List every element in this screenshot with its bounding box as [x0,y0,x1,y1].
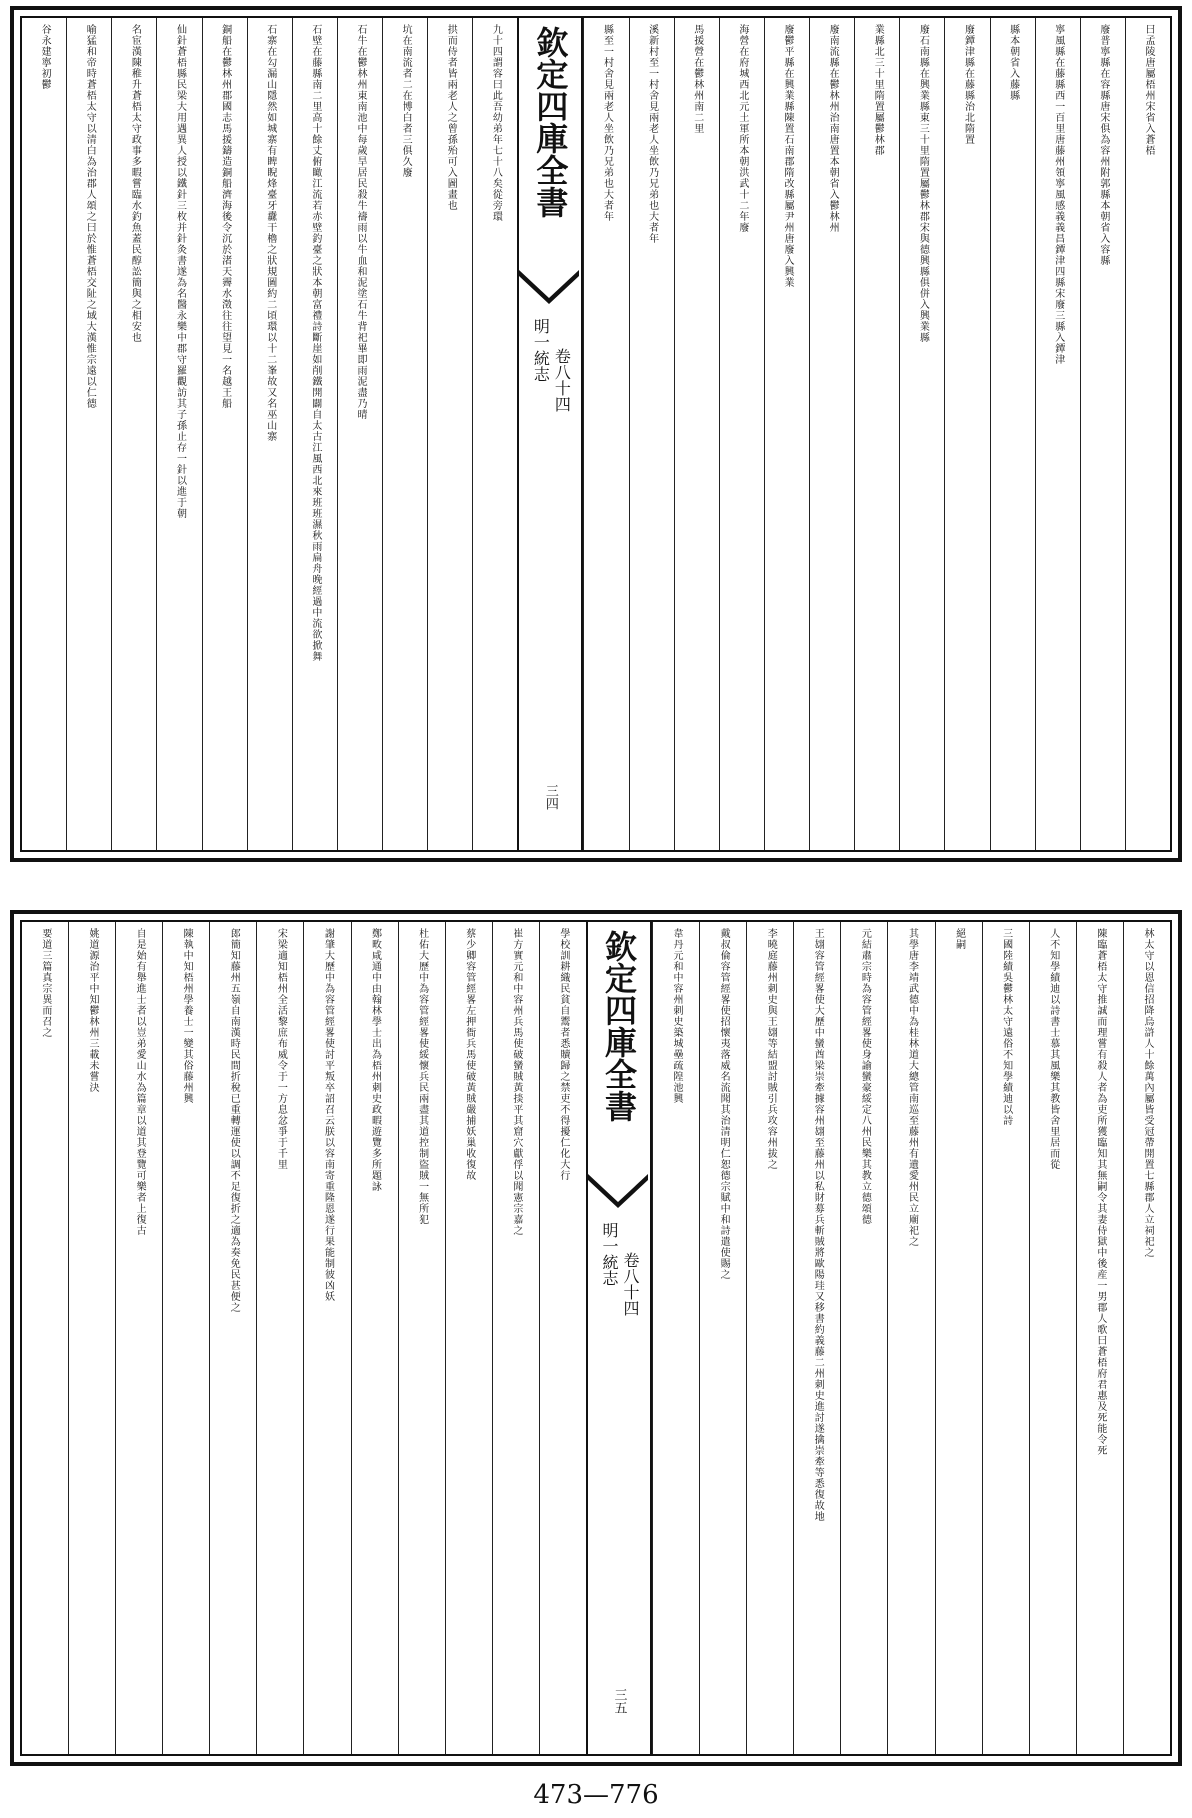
bottom-column [699,922,746,1754]
fish-tail-mark-icon [519,268,579,304]
bottom-column [982,922,1029,1754]
top-column-text: 曰孟陵唐屬梧州宋省入蒼梧 [1142,24,1154,156]
bottom-column [115,922,162,1754]
bottom-column-text: 戴叔倫容管經畧使招懷夷落威名流聞其治清明仁恕德宗賦中和詩遣使賜之 [718,928,730,1280]
top-column-text: 縣本朝省入藤縣 [1007,24,1019,101]
bottom-column [1076,922,1123,1754]
top-page-frame [20,16,1172,852]
top-column-text: 業縣北三十里隋置屬鬱林郡 [872,24,884,156]
bottom-column [539,922,586,1754]
top-column-text: 廢石南縣在興業縣東三十里隋置屬鬱林郡宋與德興縣俱併入興業縣 [917,24,929,343]
bottom-column-text: 杜佑大歷中為容管經畧使綏懷兵民兩盡其道控制盜賊一無所犯 [416,928,428,1225]
top-column [944,18,989,850]
top-column-text: 廢普寧縣在容縣唐宋俱為容州附郭縣本朝省入容縣 [1097,24,1109,266]
top-column [202,18,247,850]
folio-number: 三四 [542,784,558,810]
bottom-column-text: 韋丹元和中容州刺史築城壘疏隍池興 [671,928,683,1104]
top-column-text: 喻猛和帝時蒼梧太守以清白為治郡人頌之曰於惟蒼梧交阯之域大漢惟宗遠以仁德 [84,24,96,409]
bottom-page-columns [22,922,1170,1754]
spine-juan: 卷八十四 [552,348,572,412]
top-column-text: 溪新村至一村舍見兩老人坐飲乃兄弟也大者年 [646,24,658,244]
top-column-text: 寧風縣在藤縣西一百里唐藤州領寧風感義義昌鐔津四縣宋廢三縣入鐔津 [1052,24,1064,365]
top-column-text: 廢鐔津縣在藤縣治北隋置 [962,24,974,145]
top-column [854,18,899,850]
bottom-column [445,922,492,1754]
bottom-column [1123,922,1170,1754]
spine-subtitle: 明一統志 [531,318,551,382]
top-column [583,18,628,850]
top-column-text: 名宦漢陳稚升蒼梧太守政事多暇嘗臨水釣魚蓋民醇訟簡與之相安也 [129,24,141,343]
bottom-column-text: 自是始有舉進士者以豈弟愛山水為篇章以道其登覽可樂者上復古 [134,928,146,1236]
top-page-columns [22,18,1170,850]
bottom-column-text: 李曉庭藤州刺史與王翃等結盟討賊引兵攻容州拔之 [765,928,777,1170]
top-column [156,18,201,850]
bottom-column-text: 王翃容管經畧使大歷中蠻酋梁崇牽據容州翃至藤州以私財募兵斬賊將歐陽珪又移書約義藤二州刺史進討遂擒崇牽等悉復故地 [812,928,824,1522]
bottom-column-text: 要道三篇真宗異而召之 [39,928,51,1038]
bottom-column [398,922,445,1754]
top-column [1035,18,1080,850]
top-column [22,18,66,850]
top-column-text: 九十四謂容曰此吾幼弟年七十八矣從旁環 [490,24,502,222]
page-number: 473—776 [533,1780,659,1810]
fish-tail-mark-icon [588,1172,648,1208]
top-column [111,18,156,850]
top-column-text: 谷永建寧初鬱 [39,24,51,90]
top-column-text: 海營在府城西北元土軍所本朝洪武十二年廢 [736,24,748,233]
spine-subtitle: 明一統志 [599,1222,619,1286]
top-spine [517,18,583,850]
bottom-column [492,922,539,1754]
bottom-column [351,922,398,1754]
top-column-text: 廢鬱平縣在興業縣陳置石南郡隋改縣屬尹州唐廢入興業 [781,24,793,288]
top-column [1125,18,1170,850]
bottom-column-text: 陳執中知梧州學養士一變其俗藤州興 [181,928,193,1104]
top-column [66,18,111,850]
bottom-column-text: 宋梁適知梧州全活黎庶布威令于一方息忿爭于千里 [275,928,287,1170]
bottom-column-text: 陳臨蒼梧太守推誠而理嘗有殺人者為吏所獲臨知其無嗣令其妻侍獄中後産一男郡人歌曰蒼梧府君惠及死能令死 [1094,928,1106,1456]
bottom-column [793,922,840,1754]
bottom-column [162,922,209,1754]
top-column-text: 馬援營在鬱林州南二里 [691,24,703,134]
top-column [382,18,427,850]
bottom-column-text: 人不知學績迪以詩書士慕其風樂其教皆舍里居而從 [1047,928,1059,1170]
top-column [809,18,854,850]
bottom-column [652,922,699,1754]
top-page [10,6,1182,862]
top-column-text: 縣至一村舍見兩老人坐飲乃兄弟也大者年 [601,24,613,222]
top-column-text: 仙針蒼梧縣民梁大用遇異人授以鐵針三枚并針灸書遂為名醫永樂中郡守羅觀訪其子孫止存一針以進于朝 [174,24,186,519]
folio-number: 三五 [611,1688,627,1714]
bottom-column-text: 崔方實元和中容州兵馬使破蠻賊黃掞平其窟穴獻俘以聞憲宗嘉之 [510,928,522,1236]
top-column-text: 銅船在鬱林州郡國志馬援鑄造銅船濟海後令沉於渚天霽水澂往往望見一名越王船 [219,24,231,409]
bottom-column-text: 其學唐李靖武德中為桂林道大總管南巡至藤州有遺愛州民立廟祀之 [906,928,918,1247]
bottom-column-text: 林太守以恩信招降烏滸人十餘萬內屬皆受冠帶開置七縣郡人立祠祀之 [1141,928,1153,1258]
top-column [674,18,719,850]
top-column [764,18,809,850]
top-column-text: 坑在南流者二在博白者三俱久廢 [400,24,412,178]
bottom-column [1029,922,1076,1754]
spine-juan: 卷八十四 [620,1252,640,1316]
bottom-column-text: 蔡少卿容管經畧左押衙兵馬使破黃賊嚴捕妖巢收復故 [463,928,475,1181]
bottom-column [935,922,982,1754]
bottom-column-text: 郎簡知藤州五嶺自南漢時民間折稅已重轉運使以調不足復折之適為奏免民甚便之 [228,928,240,1313]
bottom-column-text: 鄭畋咸通中由翰林學士出為梧州刺史政暇遊覽多所題詠 [369,928,381,1192]
bottom-page-frame [20,920,1172,1756]
spine-title: 欽定四庫全書 [531,26,570,218]
top-column-text: 石牛在鬱林州東南池中每歲旱居民殺牛禱雨以牛血和泥塗石牛背祀畢即雨泥盡乃晴 [354,24,366,420]
top-column-text: 廢南流縣在鬱林州治南唐置本朝省入鬱林州 [827,24,839,233]
bottom-spine [586,922,652,1754]
bottom-column [746,922,793,1754]
top-column [899,18,944,850]
top-column [292,18,337,850]
bottom-column [303,922,350,1754]
top-column [427,18,472,850]
bottom-column-text: 元結肅宗時為容管經畧使身諭蠻豪綏定八州民樂其教立德頌德 [859,928,871,1225]
top-column [629,18,674,850]
top-column [472,18,517,850]
top-column-text: 石壁在藤縣南二里高十餘丈俯瞰江流若赤壁釣臺之狀本朝富禮詩斷崖如削鐵開闢自太古江風西北來班班濕秋雨扁舟晚經過中流欲掀舞 [309,24,321,662]
top-column-text: 拱而侍者皆兩老人之曾孫殆可入圖畫也 [445,24,457,211]
top-column [719,18,764,850]
top-column [990,18,1035,850]
bottom-column [68,922,115,1754]
bottom-column [840,922,887,1754]
bottom-page [10,910,1182,1766]
top-column [247,18,292,850]
bottom-column-text: 謝肇大歷中為容管經畧使討平叛卒詔召云朕以容南寄重隆恩遂行果能制彼凶妖 [322,928,334,1302]
bottom-column [887,922,934,1754]
bottom-column-text: 三國陸績吳鬱林太守遠俗不知學績迪以詩 [1000,928,1012,1126]
spine-title: 欽定四庫全書 [599,930,638,1122]
bottom-column [209,922,256,1754]
bottom-column-text: 學校訓耕織民貧自鬻者悉贖歸之禁吏不得擾仁化大行 [557,928,569,1181]
top-column [337,18,382,850]
bottom-column [22,922,68,1754]
top-column [1080,18,1125,850]
bottom-column [256,922,303,1754]
bottom-column-text: 絕嗣 [953,928,965,950]
top-column-text: 石寨在勾漏山隱然如城寨有睥睨烽臺牙纛干櫓之狀規圖約二頃環以十二峯故又名巫山寨 [264,24,276,442]
bottom-column-text: 姚道源治平中知鬱林州三載未嘗決 [86,928,98,1093]
